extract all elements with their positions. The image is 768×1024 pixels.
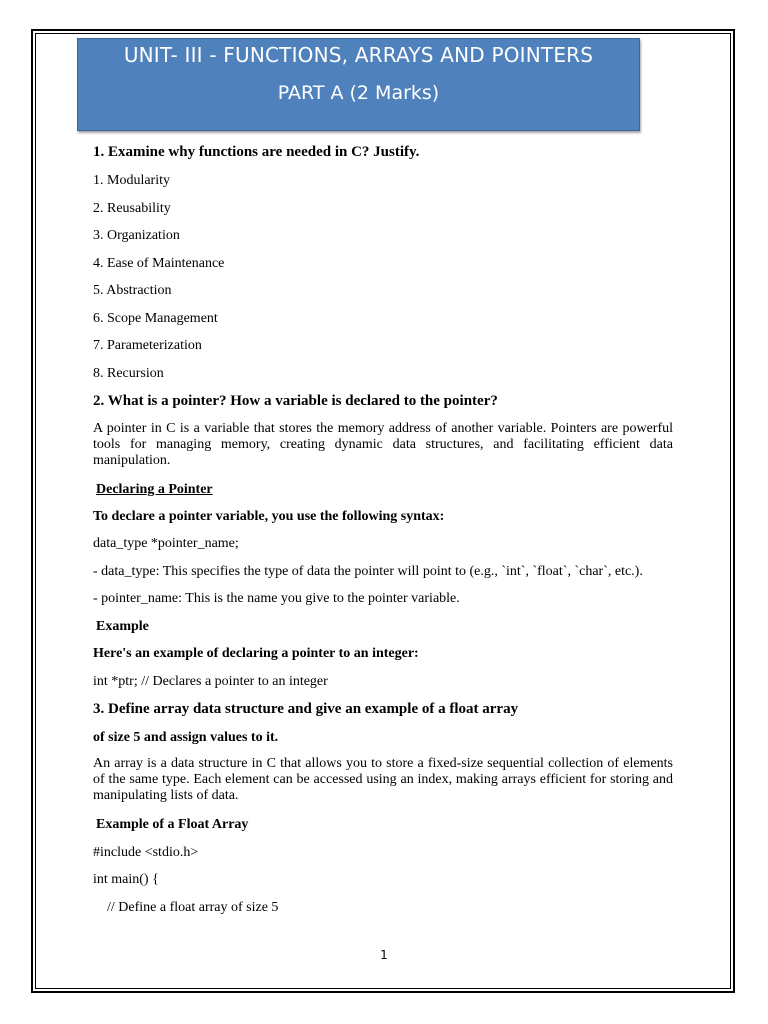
list-item: 3. Organization (93, 228, 180, 243)
question-1: 1. Examine why functions are needed in C? Justify. (93, 144, 420, 160)
unit-title-banner (77, 38, 640, 131)
pointer-name-description: - pointer_name: This is the name you give to the pointer variable. (93, 591, 460, 606)
unit-title: UNIT- III - FUNCTIONS, ARRAYS AND POINTERS (123, 43, 594, 67)
page-number: 1 (380, 948, 388, 962)
syntax-line: data_type *pointer_name; (93, 536, 239, 551)
list-item: 5. Abstraction (93, 283, 172, 298)
pointer-definition: A pointer in C is a variable that stores the memory address of another variable. Pointers are powerful tools for managing memory, creating dynamic data structures, and facilitating efficient data manipulation. (93, 421, 673, 468)
code-line: #include <stdio.h> (93, 845, 199, 860)
list-item: 8. Recursion (93, 366, 164, 381)
question-2: 2. What is a pointer? How a variable is declared to the pointer? (93, 393, 498, 409)
example-heading: Example (96, 619, 149, 634)
example-code: int *ptr; // Declares a pointer to an integer (93, 674, 328, 689)
list-item: 1. Modularity (93, 173, 170, 188)
list-item: 4. Ease of Maintenance (93, 256, 225, 271)
list-item: 6. Scope Management (93, 311, 218, 326)
declaring-pointer-heading: Declaring a Pointer (96, 482, 213, 497)
float-array-example-heading: Example of a Float Array (96, 817, 249, 832)
code-line: // Define a float array of size 5 (93, 900, 279, 915)
question-3-line-1: 3. Define array data structure and give an example of a float array (93, 701, 519, 717)
question-3-line-2: of size 5 and assign values to it. (93, 730, 279, 745)
part-subtitle: PART A (2 Marks) (277, 82, 440, 104)
array-definition: An array is a data structure in C that allows you to store a fixed-size sequential collection of elements of the same type. Each element can be accessed using an index, making arrays efficient for storing and manipulating lists of data. (93, 756, 673, 803)
list-item: 7. Parameterization (93, 338, 202, 353)
list-item: 2. Reusability (93, 201, 171, 216)
data-type-description: - data_type: This specifies the type of data the pointer will point to (e.g., `int`, `float`, `char`, etc.). (93, 564, 643, 579)
syntax-intro: To declare a pointer variable, you use the following syntax: (93, 509, 445, 524)
example-intro: Here's an example of declaring a pointer to an integer: (93, 646, 419, 661)
code-line: int main() { (93, 872, 159, 887)
